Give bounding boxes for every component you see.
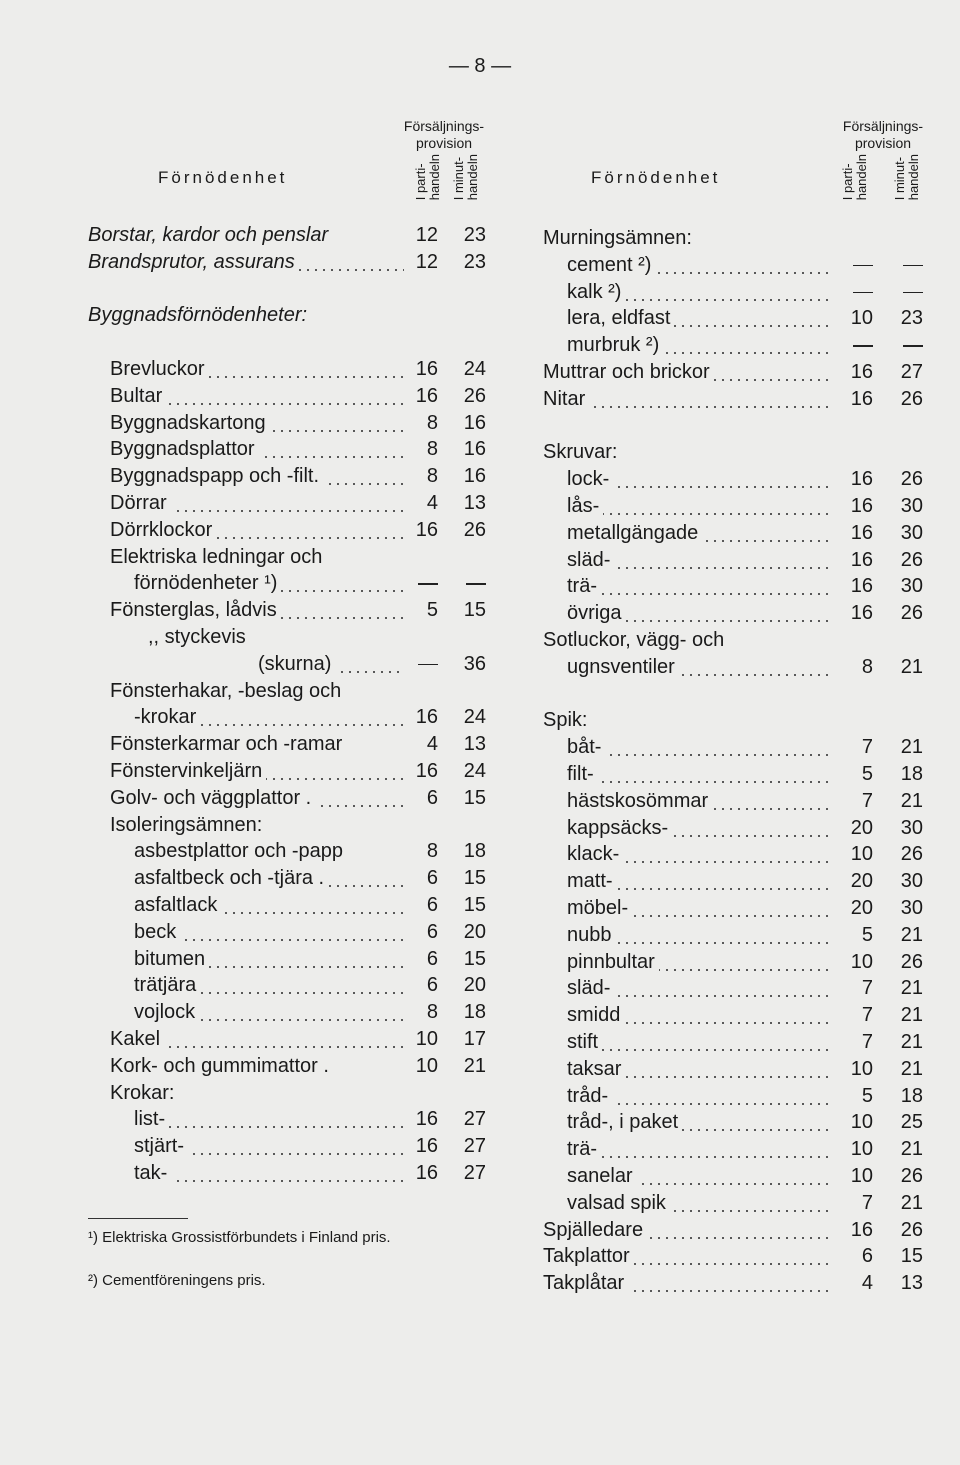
table-row: [543, 654, 923, 681]
item-label: Bultar: [110, 383, 404, 410]
table-row: [88, 1160, 488, 1187]
parti-value: 10: [850, 1057, 873, 1080]
table-row: [88, 302, 488, 329]
parti-value: 16: [850, 495, 873, 517]
table-row: [543, 332, 923, 359]
minut-value: 23: [463, 250, 486, 273]
item-label: lera, eldfast: [567, 305, 831, 332]
table-row: [543, 841, 923, 868]
item-label: Brevluckor: [110, 356, 404, 383]
minut-value: 17: [463, 1028, 486, 1050]
parti-value: 16: [415, 384, 438, 407]
table-row: [543, 359, 923, 386]
parti-value: 7: [861, 1191, 873, 1214]
minut-value: 30: [900, 495, 923, 517]
item-label: Kork- och gummimattor .: [110, 1053, 404, 1080]
item-label: ugnsventiler: [567, 654, 831, 681]
parti-value: 16: [415, 706, 438, 729]
minut-heading: I minut- handeln: [451, 154, 480, 201]
parti-heading: I parti- handeln: [840, 154, 869, 201]
minut-value: 27: [463, 1108, 486, 1131]
provision-heading: Försäljnings- provision: [403, 118, 485, 151]
parti-value: 6: [426, 894, 438, 916]
table-row: [88, 329, 488, 356]
minut-value: 16: [463, 465, 486, 488]
footnote-1: ¹) Elektriska Grossistförbundets i Finland pris.: [88, 1229, 391, 1246]
item-label: sanelar: [567, 1163, 831, 1190]
item-label: metallgängade: [567, 520, 831, 547]
table-row: [543, 1109, 923, 1136]
table-row: [543, 573, 923, 600]
table-row: [543, 1190, 923, 1217]
parti-value: 4: [861, 1272, 873, 1295]
table-row: [88, 946, 488, 973]
parti-value: [843, 332, 873, 359]
parti-heading: I parti- handeln: [413, 154, 442, 201]
table-row: [543, 949, 923, 976]
item-label: asfaltlack: [134, 892, 404, 919]
item-label: tråd-, i paket: [567, 1109, 831, 1136]
table-row: [543, 1217, 923, 1244]
page-number: — 8 —: [448, 55, 512, 77]
table-row: [543, 413, 923, 440]
table-row: [88, 972, 488, 999]
item-label: båt-: [567, 734, 831, 761]
item-label: tak-: [134, 1160, 404, 1187]
item-label: beck: [134, 919, 404, 946]
item-label: [88, 329, 404, 356]
item-label: Fönstervinkeljärn: [110, 758, 404, 785]
parti-value: [843, 279, 873, 306]
provision-heading: Försäljnings- provision: [842, 118, 924, 151]
table-row: [543, 975, 923, 1002]
item-label: trä-: [567, 573, 831, 600]
parti-value: 6: [426, 867, 438, 890]
item-label: tråd-: [567, 1083, 831, 1110]
item-label: smidd: [567, 1002, 831, 1029]
table-row: [543, 707, 923, 734]
parti-value: 8: [426, 411, 438, 434]
item-label: Byggnadspapp och -filt.: [110, 463, 404, 490]
item-label: [543, 413, 831, 440]
item-label: matt-: [567, 868, 831, 895]
minut-value: 20: [463, 920, 486, 943]
minut-value: 27: [900, 361, 923, 383]
column-title: Förnödenhet: [591, 168, 721, 187]
item-label: klack-: [567, 841, 831, 868]
minut-value: 13: [463, 492, 486, 514]
table-row: [88, 544, 488, 571]
item-label: asbestplattor och -papp: [134, 838, 404, 865]
minut-value: 20: [463, 974, 486, 997]
minut-value: 21: [900, 789, 923, 812]
item-label: trä-: [567, 1136, 831, 1163]
minut-value: 21: [900, 923, 923, 946]
item-label: Takplåtar: [543, 1270, 831, 1297]
dash: [466, 583, 486, 585]
minut-value: 27: [463, 1162, 486, 1184]
minut-value: 21: [900, 1004, 923, 1027]
right-table-header: [543, 118, 923, 230]
parti-value: 8: [861, 655, 873, 678]
item-label: Dörrar: [110, 490, 404, 517]
table-row: [543, 252, 923, 279]
table-row: [543, 922, 923, 949]
table-row: [543, 788, 923, 815]
dash: [903, 292, 923, 294]
table-row: [88, 410, 488, 437]
parti-value: 16: [850, 1218, 873, 1241]
minut-value: 30: [900, 521, 923, 544]
parti-value: 10: [850, 1165, 873, 1187]
minut-value: 23: [900, 307, 923, 330]
minut-value: 21: [900, 1191, 923, 1214]
table-row: [88, 249, 488, 276]
minut-value: 26: [900, 387, 923, 410]
parti-value: [408, 651, 438, 678]
item-label: Kakel: [110, 1026, 404, 1053]
item-label: Byggnadsplattor: [110, 436, 404, 463]
parti-value: 12: [415, 250, 438, 273]
table-row: [88, 463, 488, 490]
item-label: släd-: [567, 547, 831, 574]
table-row: [88, 838, 488, 865]
dash: [903, 345, 923, 347]
table-row: [543, 761, 923, 788]
parti-value: 16: [850, 602, 873, 625]
table-row: [88, 490, 488, 517]
minut-value: 13: [900, 1272, 923, 1295]
parti-value: [843, 252, 873, 279]
table-row: [543, 600, 923, 627]
table-row: [543, 386, 923, 413]
table-row: [543, 279, 923, 306]
minut-value: 24: [463, 760, 486, 782]
parti-value: 20: [850, 897, 873, 919]
footnote-2: ²) Cementföreningens pris.: [88, 1272, 266, 1289]
minut-value: 36: [463, 652, 486, 675]
minut-value: 21: [900, 1057, 923, 1080]
table-row: [543, 815, 923, 842]
parti-value: 7: [861, 1031, 873, 1053]
table-row: [543, 868, 923, 895]
minut-value: 16: [463, 438, 486, 461]
minut-value: [893, 252, 923, 279]
parti-value: 16: [850, 575, 873, 598]
minut-value: 18: [463, 1001, 486, 1024]
item-label: [88, 276, 404, 303]
table-row: [88, 570, 488, 597]
parti-value: 7: [861, 736, 873, 759]
table-row: [88, 517, 488, 544]
parti-value: 16: [850, 387, 873, 410]
parti-value: 10: [415, 1054, 438, 1077]
table-row: [88, 865, 488, 892]
item-label: förnödenheter ¹): [134, 570, 404, 597]
minut-value: 15: [463, 947, 486, 970]
minut-value: 15: [900, 1245, 923, 1268]
minut-value: 16: [463, 411, 486, 434]
table-row: [543, 305, 923, 332]
table-row: [543, 225, 923, 252]
minut-value: 21: [900, 977, 923, 1000]
minut-value: 15: [463, 867, 486, 890]
minut-value: 21: [900, 655, 923, 678]
parti-value: 6: [426, 920, 438, 943]
table-row: [543, 547, 923, 574]
item-label: ,, styckevis: [148, 624, 404, 651]
item-label: Byggnadsförnödenheter:: [88, 302, 404, 329]
parti-value: 6: [426, 786, 438, 809]
minut-value: 30: [900, 816, 923, 839]
item-label: Brandsprutor, assurans: [88, 249, 404, 276]
minut-value: 24: [463, 358, 486, 380]
parti-value: 10: [850, 950, 873, 973]
dash: [418, 664, 438, 666]
minut-value: 21: [900, 736, 923, 759]
item-label: lock-: [567, 466, 831, 493]
parti-value: 5: [861, 763, 873, 785]
item-label: kalk ²): [567, 279, 831, 306]
item-label: Nitar: [543, 386, 831, 413]
item-label: filt-: [567, 761, 831, 788]
parti-value: 7: [861, 1004, 873, 1027]
minut-value: 25: [900, 1111, 923, 1134]
table-row: [88, 1133, 488, 1160]
parti-value: 10: [415, 1028, 438, 1050]
dash: [903, 265, 923, 267]
table-row: [88, 1026, 488, 1053]
minut-value: 21: [900, 1138, 923, 1161]
parti-value: 16: [850, 361, 873, 383]
table-row: [543, 493, 923, 520]
item-label: släd-: [567, 975, 831, 1002]
minut-value: 15: [463, 786, 486, 809]
minut-value: 30: [900, 897, 923, 919]
item-label: trätjära: [134, 972, 404, 999]
table-row: [88, 919, 488, 946]
minut-value: 18: [463, 840, 486, 863]
table-row: [543, 1270, 923, 1297]
column-title: Förnödenhet: [158, 168, 288, 187]
parti-value: 20: [850, 816, 873, 839]
parti-value: 10: [850, 1111, 873, 1134]
minut-value: 26: [900, 1218, 923, 1241]
parti-value: 16: [415, 760, 438, 782]
minut-value: 21: [900, 1031, 923, 1053]
parti-value: 16: [850, 548, 873, 571]
parti-value: 8: [426, 465, 438, 488]
parti-value: 7: [861, 789, 873, 812]
table-row: [543, 520, 923, 547]
table-row: [543, 1163, 923, 1190]
table-row: [543, 681, 923, 708]
table-row: [88, 812, 488, 839]
minut-value: 21: [463, 1054, 486, 1077]
table-row: [88, 436, 488, 463]
item-label: Muttrar och brickor: [543, 359, 831, 386]
table-row: [88, 1080, 488, 1107]
item-label: Fönsterglas, lådvis: [110, 597, 404, 624]
item-label: Krokar:: [110, 1080, 404, 1107]
parti-value: 6: [426, 974, 438, 997]
table-row: [88, 276, 488, 303]
dash: [853, 292, 873, 294]
parti-value: 7: [861, 977, 873, 1000]
parti-value: 8: [426, 1001, 438, 1024]
minut-value: 30: [900, 870, 923, 893]
parti-value: 10: [850, 307, 873, 330]
item-label: stift: [567, 1029, 831, 1056]
table-row: [543, 1002, 923, 1029]
table-row: [88, 758, 488, 785]
item-label: cement ²): [567, 252, 831, 279]
minut-value: 26: [900, 602, 923, 625]
parti-value: 8: [426, 840, 438, 863]
parti-value: 6: [861, 1245, 873, 1268]
table-row: [543, 1056, 923, 1083]
item-label: Spik:: [543, 707, 831, 734]
item-label: valsad spik: [567, 1190, 831, 1217]
parti-value: 4: [426, 733, 438, 756]
table-row: [88, 785, 488, 812]
item-label: Takplattor: [543, 1243, 831, 1270]
table-row: [543, 1083, 923, 1110]
table-row: [543, 1243, 923, 1270]
minut-value: 26: [463, 384, 486, 407]
item-label: Isoleringsämnen:: [110, 812, 404, 839]
table-row: [543, 1136, 923, 1163]
parti-value: 16: [415, 1108, 438, 1131]
item-label: Byggnadskartong: [110, 410, 404, 437]
item-label: taksar: [567, 1056, 831, 1083]
item-label: lås-: [567, 493, 831, 520]
item-label: Borstar, kardor och penslar: [88, 222, 404, 249]
dash: [853, 265, 873, 267]
item-label: övriga: [567, 600, 831, 627]
item-label: Fönsterhakar, -beslag och: [110, 678, 404, 705]
item-label: hästskosömmar: [567, 788, 831, 815]
table-row: [88, 222, 488, 249]
parti-value: [408, 570, 438, 597]
minut-value: 15: [463, 599, 486, 622]
item-label: list-: [134, 1106, 404, 1133]
table-row: [88, 1106, 488, 1133]
item-label: Skruvar:: [543, 439, 831, 466]
parti-value: 4: [426, 492, 438, 514]
minut-value: [893, 332, 923, 359]
minut-value: 26: [900, 468, 923, 491]
table-row: [88, 678, 488, 705]
minut-value: 24: [463, 706, 486, 729]
table-row: [88, 731, 488, 758]
minut-value: 18: [900, 1084, 923, 1107]
item-label: Sotluckor, vägg- och: [543, 627, 831, 654]
parti-value: 16: [415, 1135, 438, 1158]
item-label: kappsäcks-: [567, 815, 831, 842]
minut-value: 15: [463, 894, 486, 916]
table-row: [88, 704, 488, 731]
parti-value: 16: [415, 518, 438, 541]
table-row: [88, 597, 488, 624]
minut-value: [893, 279, 923, 306]
table-row: [88, 383, 488, 410]
dash: [418, 583, 438, 585]
table-row: [543, 1029, 923, 1056]
minut-value: 26: [900, 1165, 923, 1187]
parti-value: 16: [415, 358, 438, 380]
minut-value: 26: [463, 518, 486, 541]
item-label: nubb: [567, 922, 831, 949]
minut-value: 18: [900, 763, 923, 785]
item-label: Elektriska ledningar och: [110, 544, 404, 571]
minut-value: 30: [900, 575, 923, 598]
minut-value: 26: [900, 950, 923, 973]
parti-value: 20: [850, 870, 873, 893]
item-label: [543, 681, 831, 708]
item-label: asfaltbeck och -tjära .: [134, 865, 404, 892]
minut-value: 13: [463, 733, 486, 756]
table-row: [88, 624, 488, 651]
item-label: -krokar: [134, 704, 404, 731]
parti-value: 5: [861, 1084, 873, 1107]
minut-value: 27: [463, 1135, 486, 1158]
minut-heading: I minut- handeln: [892, 154, 921, 201]
table-row: [543, 895, 923, 922]
dash: [853, 345, 873, 347]
parti-value: 12: [415, 224, 438, 246]
item-label: Dörrklockor: [110, 517, 404, 544]
parti-value: 16: [415, 1162, 438, 1184]
parti-value: 5: [861, 923, 873, 946]
item-label: Fönsterkarmar och -ramar: [110, 731, 404, 758]
table-row: [543, 466, 923, 493]
item-label: Golv- och väggplattor .: [110, 785, 404, 812]
left-table-header: [88, 118, 488, 230]
parti-value: 8: [426, 438, 438, 461]
item-label: bitumen: [134, 946, 404, 973]
parti-value: 16: [850, 521, 873, 544]
item-label: Spjälledare: [543, 1217, 831, 1244]
item-label: stjärt-: [134, 1133, 404, 1160]
item-label: möbel-: [567, 895, 831, 922]
table-row: [88, 892, 488, 919]
table-row: [543, 734, 923, 761]
minut-value: 23: [463, 224, 486, 246]
item-label: pinnbultar: [567, 949, 831, 976]
table-row: [543, 627, 923, 654]
minut-value: 26: [900, 843, 923, 866]
minut-value: 26: [900, 548, 923, 571]
footnote-rule: [88, 1218, 188, 1219]
parti-value: 10: [850, 843, 873, 866]
item-label: Murningsämnen:: [543, 225, 831, 252]
item-label: (skurna): [258, 651, 404, 678]
minut-value: [456, 570, 486, 597]
parti-value: 10: [850, 1138, 873, 1161]
item-label: vojlock: [134, 999, 404, 1026]
table-row: [543, 439, 923, 466]
parti-value: 6: [426, 947, 438, 970]
parti-value: 16: [850, 468, 873, 491]
table-row: [88, 999, 488, 1026]
item-label: murbruk ²): [567, 332, 831, 359]
table-row: [88, 1053, 488, 1080]
parti-value: 5: [426, 599, 438, 622]
table-row: [88, 651, 488, 678]
table-row: [88, 356, 488, 383]
